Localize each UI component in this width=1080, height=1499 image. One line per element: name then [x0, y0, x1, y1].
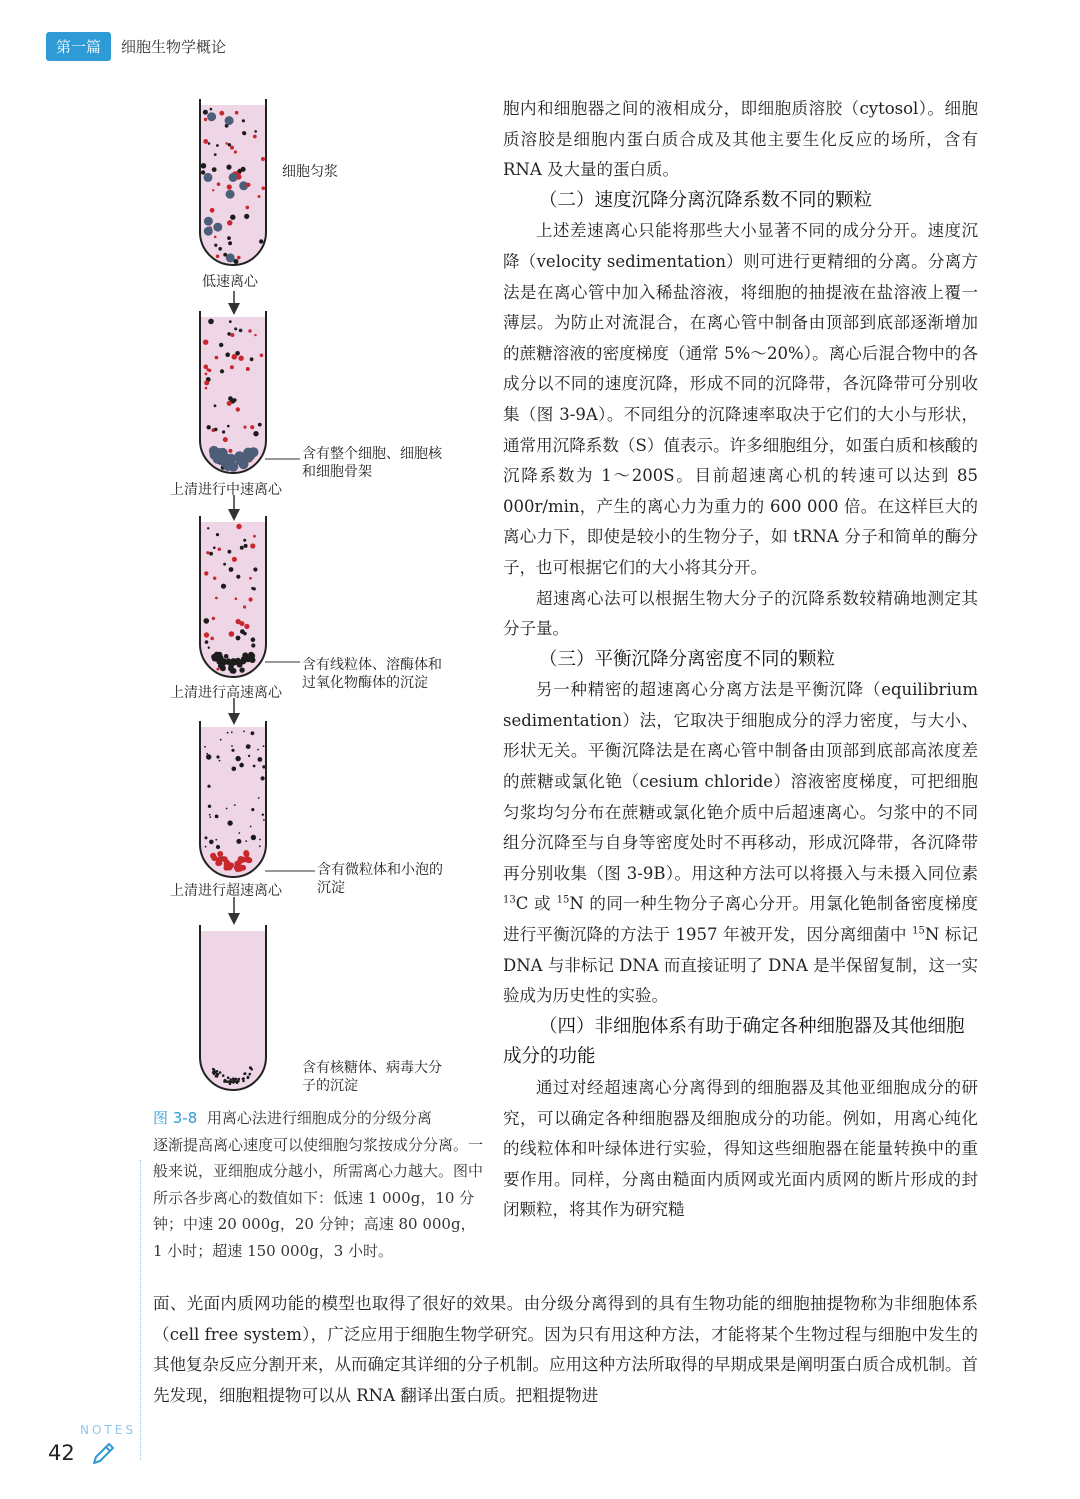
paragraph-cytosol: 胞内和细胞器之间的液相成分，即细胞质溶胶（cytosol）。细胞质溶胶是细胞内蛋白质合成及其他主要生化反应的场所，含有 RNA 及大量的蛋白质。: [503, 99, 978, 180]
particle: [203, 340, 208, 345]
particle: [253, 567, 257, 571]
particle: [204, 217, 213, 226]
particle: [225, 352, 230, 357]
page-number: 42: [48, 1441, 75, 1465]
pellet-particle: [240, 658, 246, 664]
particle: [204, 173, 213, 182]
particle: [246, 183, 250, 187]
particle: [241, 167, 246, 172]
particle: [253, 587, 256, 590]
particle: [204, 571, 208, 575]
pellet-particle: [249, 1073, 252, 1076]
particle: [223, 253, 227, 257]
section-heading-cell-free: （四）非细胞体系有助于确定各种细胞器及其他细胞成分的功能: [503, 1015, 965, 1068]
particle: [234, 804, 236, 806]
particle: [203, 139, 208, 144]
particle: [251, 808, 254, 811]
particle: [220, 369, 224, 373]
particle: [223, 437, 228, 442]
particle: [214, 428, 218, 432]
particle: [236, 636, 241, 641]
pellet-particle: [231, 668, 237, 674]
pellet-particle: [243, 1073, 246, 1076]
tube-ultra-speed-liquid: [200, 931, 266, 1090]
label-pellet1-line2: 和细胞骨架: [302, 464, 372, 480]
label-step2: 上清进行中速离心: [170, 482, 282, 498]
pellet-particle: [242, 1077, 245, 1080]
particle: [230, 365, 234, 369]
particle: [214, 404, 217, 407]
particle: [208, 369, 211, 372]
label-pellet2-line1: 含有线粒体、溶酶体和: [302, 657, 442, 673]
particle: [236, 619, 241, 624]
particle: [262, 814, 264, 816]
particle: [227, 820, 232, 825]
particle: [208, 647, 210, 649]
pencil-icon: [90, 1441, 116, 1467]
particle: [209, 816, 211, 818]
particle: [227, 332, 231, 336]
label-pellet4-line1: 含有核糖体、病毒大分: [302, 1060, 442, 1076]
particle: [253, 431, 258, 436]
label-step3: 上清进行高速离心: [170, 685, 282, 701]
pellet-particle: [222, 856, 228, 862]
particle: [224, 654, 229, 659]
particle: [262, 186, 266, 190]
particle: [237, 256, 241, 260]
particle: [239, 667, 244, 672]
particle: [236, 575, 240, 579]
particle: [242, 131, 245, 134]
particle: [259, 239, 263, 243]
pellet-particle: [211, 447, 221, 457]
particle: [243, 539, 246, 542]
particle: [226, 190, 235, 199]
particle: [248, 755, 250, 757]
particle: [204, 380, 209, 385]
section-heading-velocity: （二）速度沉降分离沉降系数不同的颗粒: [539, 189, 873, 211]
particle: [243, 731, 245, 733]
particle: [230, 146, 234, 150]
particle: [217, 182, 221, 186]
particle: [208, 319, 214, 325]
particle: [227, 425, 230, 428]
paragraph-velocity: 上述差速离心只能将那些大小显著不同的成分分开。速度沉降（velocity sedimentation）则可进行更精细的分离。分离方法是在离心管中加入稀盐溶液，将细胞的抽提液在盐溶液上覆一薄层。为防止对流混合，在离心管中制备由顶部到底部逐渐增加的蔗糖溶液的密度梯度（通常 5%～20%）。离心后混合物中的各成分以不同的速度沉降，形成不同的沉降带，各沉降带可分别收集（图 3-9A）。不同组分的沉降速率取决于它们的大小与形状，通常用沉降系数（S）值表示。许多细胞组分，如蛋白质和核酸的沉降系数为 1～200S。目前超速离心机的转速可以达到 85 000r/min，产生的离心力为重力的 600 000 倍。在这样巨大的离心力下，即使是较小的生物分子，如 tRNA 分子和简单的酶分子，也可根据它们的大小将其分开。: [503, 221, 978, 577]
particle: [226, 165, 231, 170]
particle: [207, 425, 211, 429]
particle: [258, 195, 261, 198]
particle: [253, 135, 257, 139]
particle: [210, 108, 213, 111]
particle: [212, 167, 217, 172]
particle: [206, 753, 208, 755]
pellet-particle: [217, 851, 223, 857]
pellet-particle: [215, 652, 221, 658]
particle: [229, 631, 235, 637]
particle: [250, 357, 254, 361]
particle: [207, 112, 216, 121]
particle: [253, 535, 256, 538]
particle: [236, 839, 241, 844]
particle: [259, 839, 261, 841]
particle: [216, 845, 220, 849]
pellet-particle: [250, 657, 256, 663]
particle: [251, 835, 256, 840]
particle: [232, 767, 237, 772]
particle: [228, 143, 231, 146]
particle: [206, 551, 209, 554]
particle: [238, 832, 240, 834]
particle: [240, 546, 244, 550]
label-pellet1-line1: 含有整个细胞、细胞核: [302, 446, 442, 462]
particle: [254, 334, 256, 336]
particle: [201, 163, 207, 169]
particle: [208, 805, 211, 808]
particle: [214, 244, 217, 247]
particle: [221, 584, 226, 589]
particle: [214, 153, 217, 156]
particle: [205, 846, 207, 848]
particle: [212, 617, 215, 620]
pellet-particle: [224, 1079, 227, 1082]
particle: [238, 356, 243, 361]
particle: [231, 749, 234, 752]
particle: [234, 150, 237, 153]
particle: [204, 746, 206, 748]
figure-title: 用离心法进行细胞成分的分级分离: [206, 1109, 432, 1127]
pellet-particle: [224, 458, 234, 468]
particle: [213, 223, 222, 232]
particle: [243, 632, 247, 636]
particle: [216, 755, 219, 758]
particle: [216, 255, 220, 259]
particle: [205, 640, 209, 644]
particle: [216, 668, 219, 671]
particle: [213, 577, 216, 580]
pellet-particle: [216, 1070, 219, 1073]
particle: [243, 605, 246, 608]
particle: [235, 597, 238, 600]
pellet-particle: [216, 1075, 219, 1078]
particle: [229, 567, 234, 572]
particle: [209, 814, 211, 816]
particle: [235, 111, 239, 115]
particle: [228, 241, 232, 245]
particle: [207, 785, 210, 788]
particle: [231, 731, 233, 733]
chapter-title: 细胞生物学概论: [121, 37, 227, 56]
pellet-particle: [240, 865, 246, 871]
particle: [220, 739, 222, 741]
particle: [250, 826, 252, 828]
particle: [228, 396, 233, 401]
part-badge: 第一篇: [46, 32, 111, 61]
label-pellet2-line2: 过氧化物酶体的沉淀: [302, 675, 428, 691]
particle: [243, 426, 246, 429]
particle: [251, 643, 255, 647]
particle: [236, 407, 240, 411]
particle: [235, 756, 240, 761]
particle: [227, 732, 229, 734]
particle: [228, 449, 232, 453]
particle: [226, 808, 228, 810]
particle: [246, 367, 250, 371]
particle: [234, 259, 239, 264]
tube-homogenate-liquid: [200, 105, 266, 265]
particle: [218, 548, 221, 551]
particle: [210, 637, 214, 641]
particle: [244, 544, 248, 548]
pellet-particle: [247, 1076, 250, 1079]
body-full-width: [153, 1289, 978, 1411]
particle: [206, 754, 211, 759]
particle: [239, 763, 244, 768]
particle: [253, 765, 256, 768]
particle: [234, 327, 237, 330]
particle: [258, 757, 263, 762]
particle: [261, 776, 265, 780]
particle: [204, 632, 209, 637]
pellet-particle: [234, 861, 240, 867]
particle: [201, 170, 205, 174]
particle: [215, 597, 218, 600]
particle: [232, 557, 237, 562]
particle: [209, 552, 213, 556]
particle: [250, 425, 254, 429]
notes-divider: [140, 1160, 141, 1460]
page-header: [46, 32, 226, 60]
particle: [260, 354, 264, 358]
pellet-particle: [226, 1080, 229, 1083]
particle: [218, 247, 222, 251]
particle: [209, 840, 214, 845]
particle: [213, 546, 216, 549]
particle: [225, 116, 234, 125]
particle: [251, 731, 255, 735]
particle: [214, 236, 217, 239]
pellet-particle: [212, 1068, 215, 1071]
particle: [236, 524, 241, 529]
particle: [254, 130, 257, 133]
particle: [246, 206, 250, 210]
particle: [257, 749, 259, 751]
particle: [246, 744, 251, 749]
figure-caption: [153, 1105, 483, 1264]
particle: [229, 320, 232, 323]
particle: [227, 401, 232, 406]
particle: [222, 430, 225, 433]
figure-caption-body: 逐渐提高离心速度可以使细胞匀浆按成分分离。一般来说，亚细胞成分越小，所需离心力越大。图中所示各步离心的数值如下：低速 1 000g，10 分钟；中速 20 000g，20 分钟；高速 80 000g，1 小时；超速 150 000g，3 小时。: [153, 1135, 484, 1260]
pellet-particle: [230, 1081, 233, 1084]
particle: [230, 215, 235, 220]
pellet-particle: [215, 860, 221, 866]
particle: [242, 119, 245, 122]
particle: [205, 836, 208, 839]
notes-label: NOTES: [80, 1423, 136, 1437]
particle: [226, 253, 235, 262]
particle: [219, 111, 224, 116]
particle: [205, 387, 208, 390]
centrifuge-tubes-diagram: [150, 95, 490, 1100]
pellet-particle: [244, 851, 250, 857]
particle: [208, 142, 211, 145]
particle: [203, 110, 208, 115]
paragraph-cell-free-1: 通过对经超速离心分离得到的细胞器及其他亚细胞成分的研究，可以确定各种细胞器及细胞成分的功能。例如，用离心纯化的线粒体和叶绿体进行实验，得知这些细胞器在能量转换中的重要作用。同样，分离由糙面内质网或光面内质网的断片形成的封闭颗粒，将其作为研究糙: [503, 1078, 978, 1220]
particle: [239, 329, 243, 333]
particle: [227, 184, 232, 189]
particle: [215, 815, 219, 819]
particle: [261, 157, 265, 161]
label-pellet3-line1: 含有微粒体和小泡的: [317, 862, 443, 878]
pellet-particle: [243, 448, 253, 458]
particle: [228, 550, 232, 554]
particle: [204, 618, 210, 624]
particle: [219, 760, 221, 762]
pellet-particle: [220, 665, 226, 671]
pellet-particle: [231, 659, 237, 665]
paragraph-ultracentrifuge: 超速离心法可以根据生物大分子的沉降系数较精确地测定其分子量。: [503, 588, 978, 639]
particle: [216, 533, 219, 536]
particle: [245, 840, 247, 842]
particle: [231, 745, 233, 747]
particle: [244, 214, 249, 219]
particle: [248, 329, 251, 332]
pellet-particle: [211, 855, 217, 861]
pellet-particle: [236, 1082, 239, 1085]
particle: [205, 373, 208, 376]
particle: [207, 527, 209, 529]
figure-number: 图 3-8: [153, 1109, 198, 1127]
label-pellet3-line2: 沉淀: [317, 880, 345, 896]
tube-medium-speed-liquid: [200, 522, 266, 677]
label-homogenate: 细胞匀浆: [282, 164, 338, 180]
body-right-column: [503, 94, 978, 1226]
particle: [249, 577, 252, 580]
particle: [258, 423, 262, 427]
pellet-particle: [227, 1076, 230, 1079]
particle: [204, 118, 207, 121]
particle: [258, 797, 260, 799]
particle: [219, 343, 223, 347]
particle: [225, 142, 228, 145]
pellet-particle: [234, 1078, 237, 1081]
particle: [215, 356, 219, 360]
pellet-particle: [245, 857, 251, 863]
pellet-particle: [219, 1071, 222, 1074]
particle: [259, 845, 261, 847]
particle: [232, 354, 238, 360]
particle: [227, 220, 232, 225]
pellet-particle: [222, 1074, 225, 1077]
particle: [250, 543, 255, 548]
particle: [249, 597, 253, 601]
particle: [215, 839, 217, 841]
label-step4: 上清进行超速离心: [170, 883, 282, 899]
particle: [212, 189, 214, 191]
particle: [223, 563, 226, 566]
particle: [210, 208, 215, 213]
paragraph-cell-free-2: 面、光面内质网功能的模型也取得了很好的效果。由分级分离得到的具有生物功能的细胞抽提物称为非细胞体系（cell free system），广泛应用于细胞生物学研究。因为只有用这种方法，才能将某个生物过程与细胞中发生的其他复杂反应分割开来，从而确定其详细的分子机制。应用这种方法所取得的早期成果是阐明蛋白质合成机制。首先发现，细胞粗提物可以从 RNA 翻译出蛋白质。把粗提物进: [153, 1294, 978, 1405]
pellet-particle: [224, 865, 230, 871]
paragraph-equilibrium: 另一种精密的超速离心分离方法是平衡沉降（equilibrium sedimentation）法，它取决于细胞成分的浮力密度，与大小、形状无关。平衡沉降法是在离心管中制备由顶部到底部高浓度差的蔗糖或氯化铯（cesium chloride）溶液密度梯度，可把细胞匀浆均匀分布在蔗糖或氯化铯介质中后超速离心。匀浆中的不同组分沉降至与自身等密度处时不再移动，形成沉降带，各沉降带再分别收集（图 3-9B）。用这种方法可以将摄入与未摄入同位素 $^{13}$C 或 $^{15}$N 的同一种生物分子离心分开。用氯化铯制备密度梯度进行平衡沉降的方法于 1957 年被开发，因分离细菌中 $^{15}$N 标记 DNA 与非标记 DNA 而直接证明了 DNA 是半保留复制，这一实验成为历史性的实验。: [503, 680, 978, 1006]
particle: [244, 624, 249, 629]
particle: [263, 745, 265, 747]
pellet-particle: [229, 1078, 232, 1081]
label-pellet4-line2: 子的沉淀: [302, 1078, 358, 1094]
particle: [216, 144, 219, 147]
label-step1: 低速离心: [202, 274, 258, 290]
centrifugation-figure: [150, 95, 490, 1100]
particle: [204, 227, 213, 236]
section-heading-equilibrium: （三）平衡沉降分离密度不同的颗粒: [539, 648, 836, 670]
particle: [227, 236, 231, 240]
particle: [230, 333, 234, 337]
pellet-particle: [249, 1066, 252, 1069]
particle: [229, 173, 238, 182]
particle: [263, 819, 265, 821]
particle: [251, 637, 256, 642]
